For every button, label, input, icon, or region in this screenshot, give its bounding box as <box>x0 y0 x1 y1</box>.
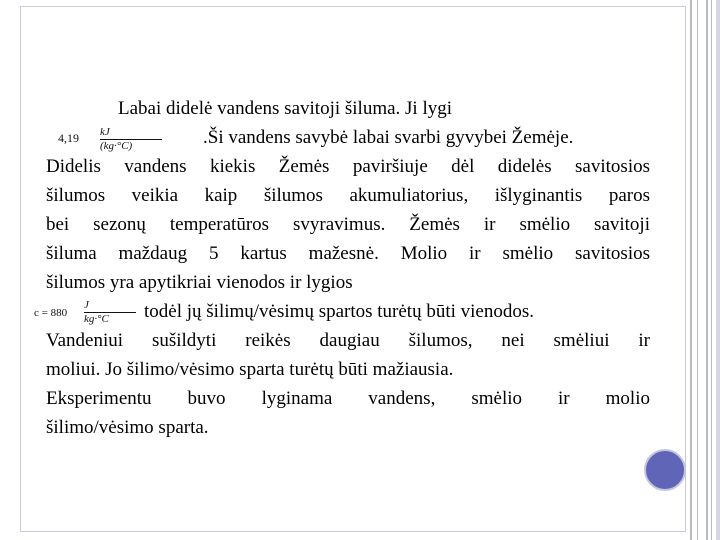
text-line: šiluma maždaug 5 kartus mažesnė. Molio ir smėlio savitosios <box>46 243 650 264</box>
text-line-with-formula <box>34 297 650 326</box>
text-line: šilumos veikia kaip šilumos akumuliatorius, išlyginantis paros <box>46 185 650 206</box>
text-line: bei sezonų temperatūros svyravimus. Žemės ir smėlio savitoji <box>46 214 650 235</box>
water-heat-capacity-formula <box>58 127 203 151</box>
decorative-rail <box>711 0 712 540</box>
formula-numerator: J <box>84 298 89 311</box>
text-line: Labai didelė vandens savitoji šiluma. Ji lygi <box>118 98 453 119</box>
text-line-with-formula <box>46 123 650 152</box>
clay-heat-capacity-formula <box>34 300 144 326</box>
formula-fraction <box>84 300 136 325</box>
text-line: .Ši vandens savybė labai svarbi gyvybei Žemėje. <box>203 127 574 148</box>
decorative-rail <box>716 0 720 540</box>
formula-numerator: kJ <box>100 125 110 138</box>
decorative-rail <box>690 0 692 540</box>
formula-denominator: kg·°C <box>84 312 109 325</box>
text-line: Vandeniui sušildyti reikės daugiau šilumos, nei smėliui ir <box>46 330 650 351</box>
formula-value: c = 880 <box>34 306 68 319</box>
text-line: Eksperimentu buvo lyginama vandens, smėlio ir molio <box>46 388 650 409</box>
formula-fraction <box>100 127 162 152</box>
text-line: Didelis vandens kiekis Žemės paviršiuje dėl didelės savitosios <box>46 156 650 177</box>
decorative-rail <box>697 0 698 540</box>
text-line: šilimo/vėsimo sparta. <box>46 417 209 438</box>
formula-value: 4,19 <box>58 130 79 145</box>
decorative-rail <box>706 0 708 540</box>
slide-body-text <box>34 94 650 442</box>
decorative-circle <box>644 449 686 491</box>
text-line: šilumos yra apytikriai vienodos ir lygios <box>46 272 353 293</box>
text-line: todėl jų šilimų/vėsimų spartos turėtų būti vienodos. <box>144 301 535 322</box>
text-line: moliui. Jo šilimo/vėsimo sparta turėtų būti mažiausia. <box>46 359 454 380</box>
formula-denominator: (kg·°C) <box>100 139 133 152</box>
